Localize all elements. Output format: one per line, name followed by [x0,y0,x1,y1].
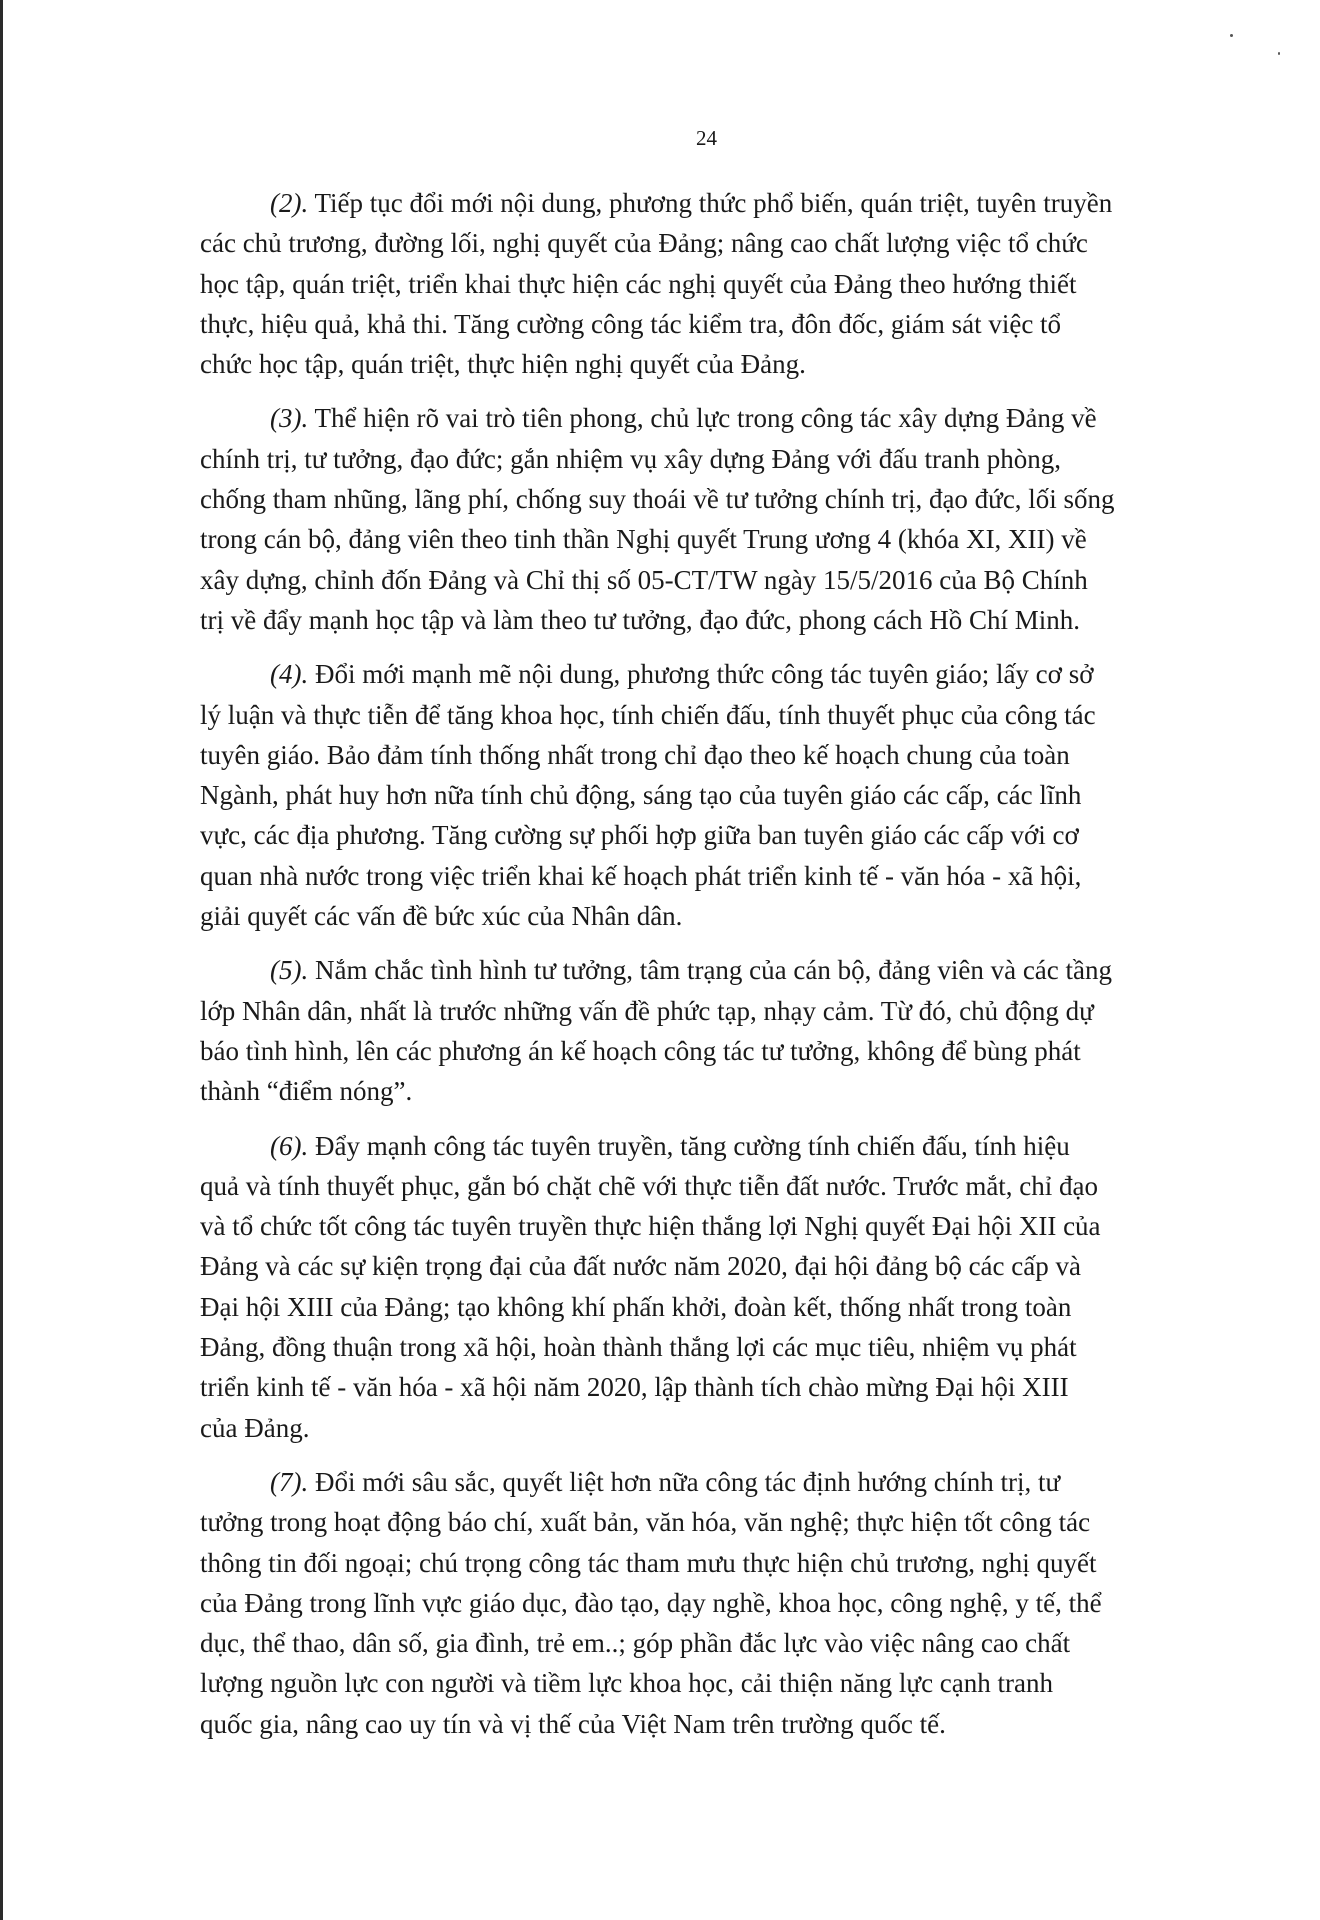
paragraph-2 [200,183,1200,384]
scan-speck [1230,34,1233,37]
paragraph-text: Đổi mới mạnh mẽ nội dung, phương thức công tác tuyên giáo; lấy cơ sở lý luận và thực tiễn để tăng khoa học, tính chiến đấu, tính thuyết phục của công tác tuyên giáo. Bảo đảm tính thống nhất trong chỉ đạo theo kế hoạch chung của toàn Ngành, phát huy hơn nữa tính chủ động, sáng tạo của tuyên giáo các cấp, các lĩnh vực, các địa phương. Tăng cường sự phối hợp giữa ban tuyên giáo các cấp với cơ quan nhà nước trong việc triển khai kế hoạch phát triển kinh tế - văn hóa - xã hội, giải quyết các vấn đề bức xúc của Nhân dân. [200,659,1096,932]
paragraph-text: Tiếp tục đổi mới nội dung, phương thức phổ biến, quán triệt, tuyên truyền các chủ trương, đường lối, nghị quyết của Đảng; nâng cao chất lượng việc tổ chức học tập, quán triệt, triển khai thực hiện các nghị quyết của Đảng theo hướng thiết thực, hiệu quả, khả thi. Tăng cường công tác kiểm tra, đôn đốc, giám sát việc tổ chức học tập, quán triệt, thực hiện nghị quyết của Đảng. [200,188,1113,380]
paragraph-3 [200,398,1200,640]
paragraph-number: (4). [270,659,309,690]
paragraph-4 [200,654,1200,936]
paragraph-number: (5). [270,955,309,986]
paragraph-7 [200,1462,1200,1744]
paragraph-text: Đẩy mạnh công tác tuyên truyền, tăng cường tính chiến đấu, tính hiệu quả và tính thuyết phục, gắn bó chặt chẽ với thực tiễn đất nước. Trước mắt, chỉ đạo và tổ chức tốt công tác tuyên truyền thực hiện thắng lợi Nghị quyết Đại hội XII của Đảng và các sự kiện trọng đại của đất nước năm 2020, đại hội đảng bộ các cấp và Đại hội XIII của Đảng; tạo không khí phấn khởi, đoàn kết, thống nhất trong toàn Đảng, đồng thuận trong xã hội, hoàn thành thắng lợi các mục tiêu, nhiệm vụ phát triển kinh tế - văn hóa - xã hội năm 2020, lập thành tích chào mừng Đại hội XIII của Đảng. [200,1130,1101,1443]
document-body [200,183,1200,1758]
paragraph-number: (6). [270,1130,309,1161]
paragraph-number: (7). [270,1466,309,1497]
paragraph-text: Đổi mới sâu sắc, quyết liệt hơn nữa công tác định hướng chính trị, tư tưởng trong hoạt động báo chí, xuất bản, văn hóa, văn nghệ; thực hiện tốt công tác thông tin đối ngoại; chú trọng công tác tham mưu thực hiện chủ trương, nghị quyết của Đảng trong lĩnh vực giáo dục, đào tạo, dạy nghề, khoa học, công nghệ, y tế, thể dục, thể thao, dân số, gia đình, trẻ em..; góp phần đắc lực vào việc nâng cao chất lượng nguồn lực con người và tiềm lực khoa học, cải thiện năng lực cạnh tranh quốc gia, nâng cao uy tín và vị thế của Việt Nam trên trường quốc tế. [200,1466,1102,1739]
paragraph-6 [200,1126,1200,1448]
paragraph-5 [200,950,1200,1111]
paragraph-text: Nắm chắc tình hình tư tưởng, tâm trạng của cán bộ, đảng viên và các tầng lớp Nhân dân, nhất là trước những vấn đề phức tạp, nhạy cảm. Từ đó, chủ động dự báo tình hình, lên các phương án kế hoạch công tác tư tưởng, không để bùng phát thành “điểm nóng”. [200,955,1113,1107]
scan-edge [0,0,3,1920]
paragraph-text: Thể hiện rõ vai trò tiên phong, chủ lực trong công tác xây dựng Đảng về chính trị, tư tưởng, đạo đức; gắn nhiệm vụ xây dựng Đảng với đấu tranh phòng, chống tham nhũng, lãng phí, chống suy thoái về tư tưởng chính trị, đạo đức, lối sống trong cán bộ, đảng viên theo tinh thần Nghị quyết Trung ương 4 (khóa XI, XII) về xây dựng, chỉnh đốn Đảng và Chỉ thị số 05-CT/TW ngày 15/5/2016 của Bộ Chính trị về đẩy mạnh học tập và làm theo tư tưởng, đạo đức, phong cách Hồ Chí Minh. [200,403,1115,635]
scan-speck [1278,52,1280,55]
paragraph-number: (3). [270,403,309,434]
page-number: 24 [696,126,717,150]
paragraph-number: (2). [270,188,309,218]
